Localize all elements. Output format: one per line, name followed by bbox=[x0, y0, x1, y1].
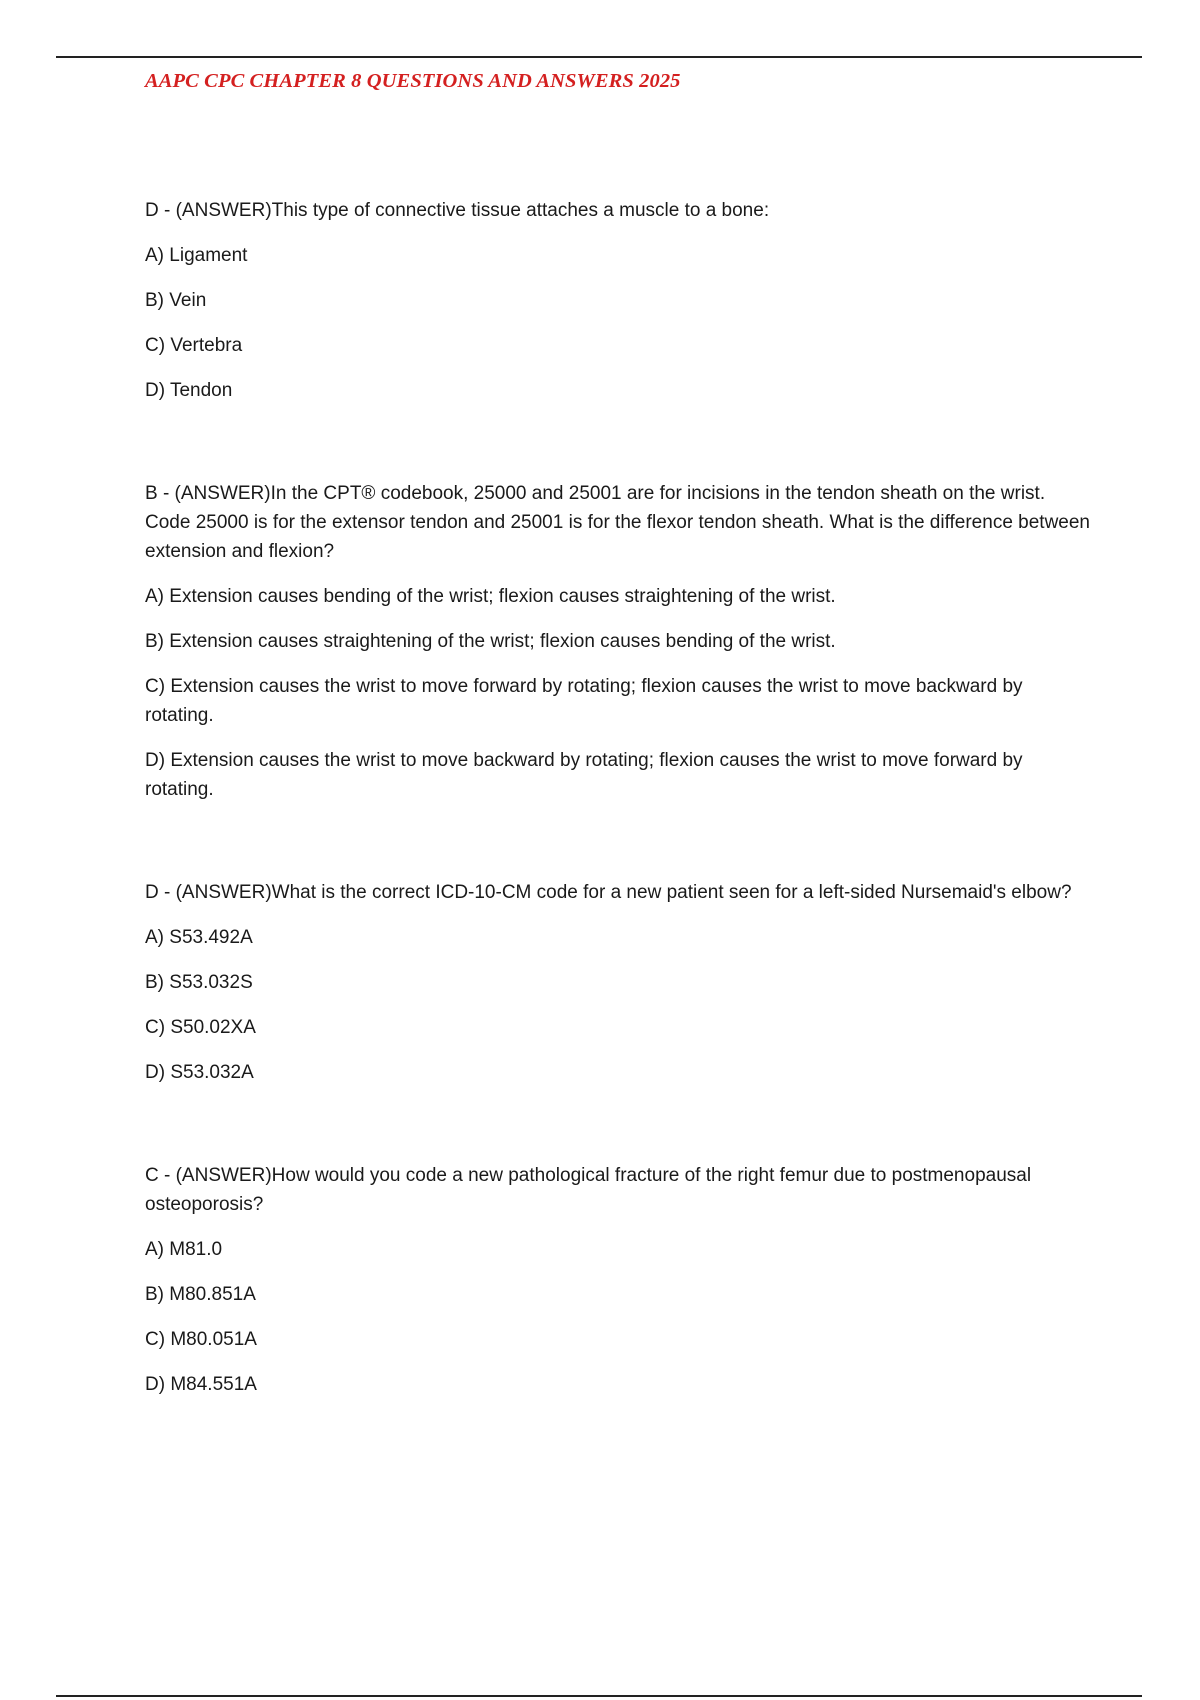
answer-option: B) M80.851A bbox=[145, 1284, 256, 1305]
answer-option: B) Extension causes straightening of the wrist; flexion causes bending of the wrist. bbox=[145, 631, 836, 652]
document-title: AAPC CPC CHAPTER 8 QUESTIONS AND ANSWERS 2025 bbox=[145, 70, 681, 92]
answer-option: D) Extension causes the wrist to move backward by rotating; flexion causes the wrist to move forward by rotating. bbox=[145, 750, 1023, 800]
question-spacer bbox=[145, 1087, 1095, 1161]
question-block-1 bbox=[145, 196, 1095, 405]
question-text: D - (ANSWER)This type of connective tissue attaches a muscle to a bone: bbox=[145, 200, 770, 221]
question-list bbox=[145, 196, 1095, 1399]
answer-option: A) S53.492A bbox=[145, 927, 253, 948]
answer-option: A) Extension causes bending of the wrist; flexion causes straightening of the wrist. bbox=[145, 586, 836, 607]
question-text: C - (ANSWER)How would you code a new pathological fracture of the right femur due to postmenopausal osteoporosis? bbox=[145, 1165, 1032, 1215]
question-text: B - (ANSWER)In the CPT® codebook, 25000 and 25001 are for incisions in the tendon sheath on the wrist. Code 25000 is for the extensor tendon and 25001 is for the flexor tendon sheath. What is the difference between extension and flexion? bbox=[145, 483, 1090, 562]
question-spacer bbox=[145, 804, 1095, 878]
answer-option: C) S50.02XA bbox=[145, 1017, 256, 1038]
answer-option: D) Tendon bbox=[145, 380, 233, 401]
answer-option: C) M80.051A bbox=[145, 1329, 257, 1350]
answer-option: C) Extension causes the wrist to move forward by rotating; flexion causes the wrist to move backward by rotating. bbox=[145, 676, 1023, 726]
answer-option: A) Ligament bbox=[145, 245, 248, 266]
answer-option: B) Vein bbox=[145, 290, 207, 311]
answer-option: B) S53.032S bbox=[145, 972, 253, 993]
answer-option: D) M84.551A bbox=[145, 1374, 257, 1395]
question-block-2 bbox=[145, 479, 1095, 804]
question-block-4 bbox=[145, 1161, 1095, 1399]
answer-option: D) S53.032A bbox=[145, 1062, 254, 1083]
answer-option: C) Vertebra bbox=[145, 335, 243, 356]
question-block-3 bbox=[145, 878, 1095, 1087]
question-spacer bbox=[145, 405, 1095, 479]
header-rule bbox=[56, 56, 1142, 58]
answer-option: A) M81.0 bbox=[145, 1239, 223, 1260]
question-text: D - (ANSWER)What is the correct ICD-10-CM code for a new patient seen for a left-sided Nursemaid's elbow? bbox=[145, 882, 1072, 903]
footer-rule bbox=[56, 1695, 1142, 1697]
